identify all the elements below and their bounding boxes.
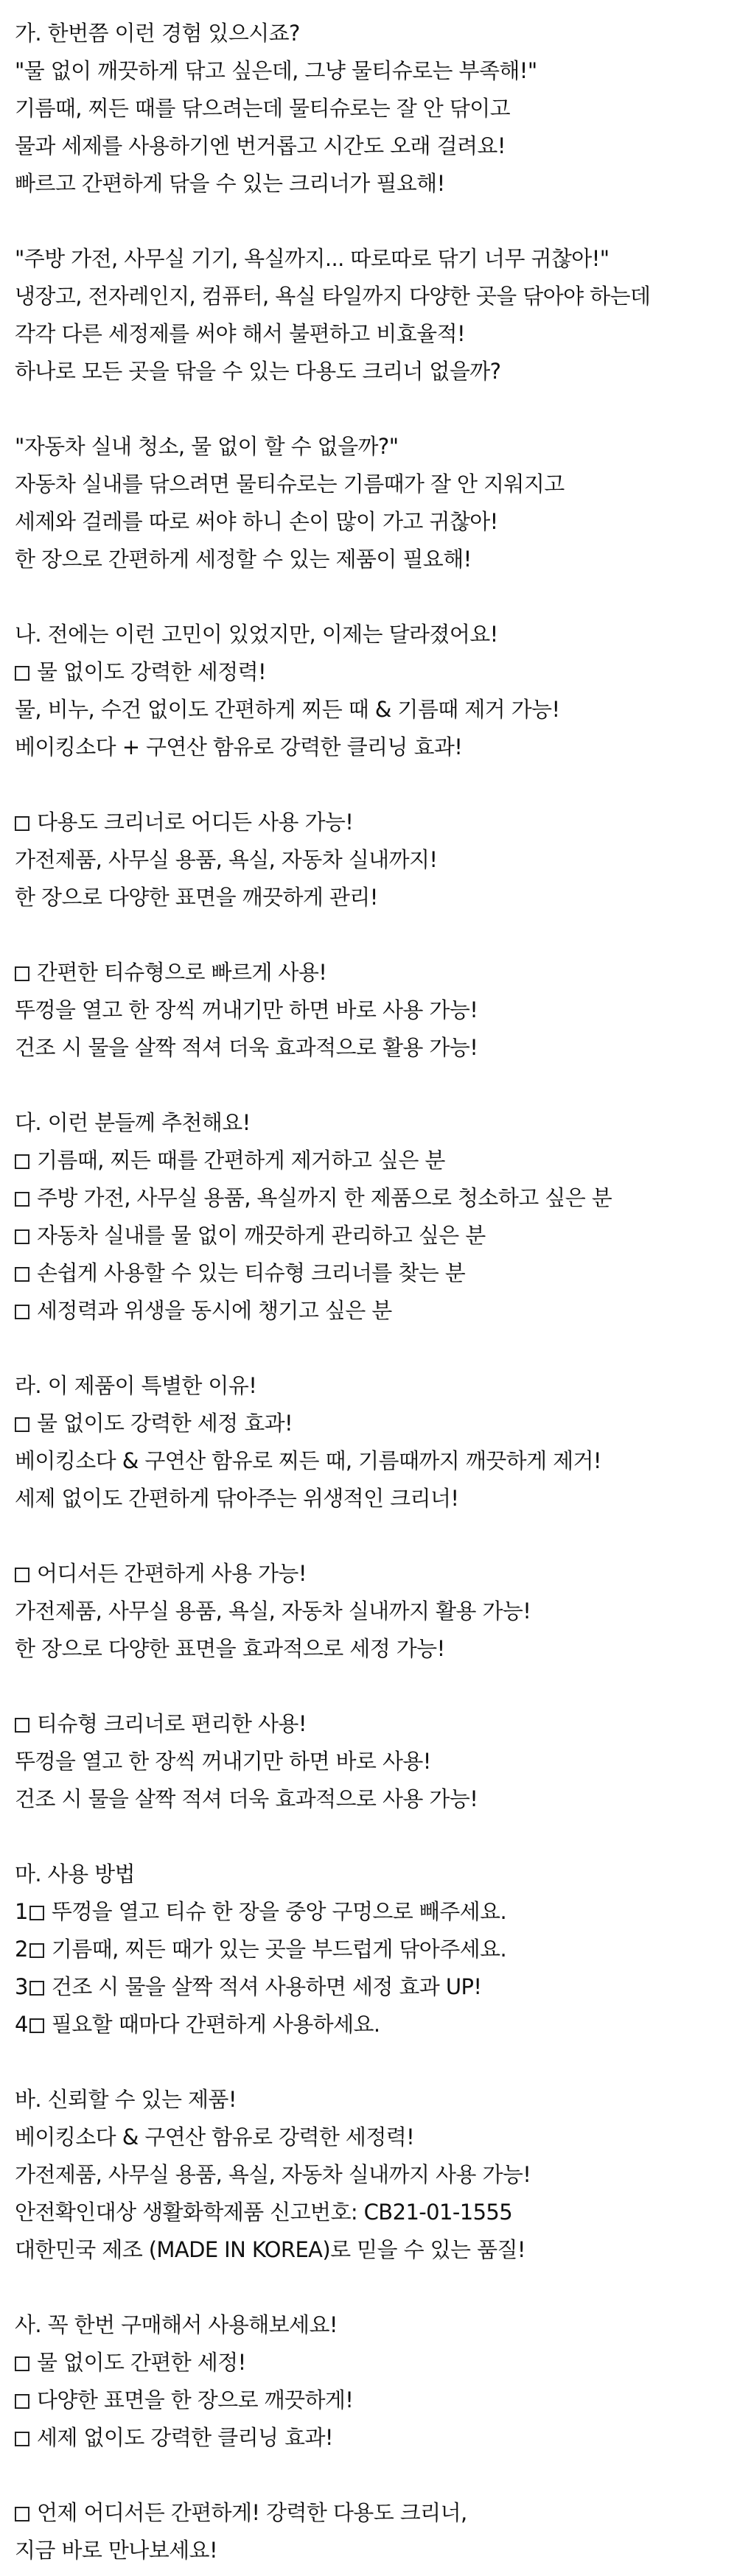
line-text: 다. 이런 분들께 추천해요! <box>15 1110 251 1135</box>
section-gap <box>15 2457 737 2494</box>
line-text: "자동차 실내 청소, 물 없이 할 수 없을까?" <box>15 434 399 459</box>
line-text: 베이킹소다 & 구연산 함유로 찌든 때, 기름때까지 깨끗하게 제거! <box>15 1448 601 1473</box>
text-line <box>15 2231 737 2269</box>
text-line <box>15 992 737 1029</box>
line-text: 사. 꼭 한번 구매해서 사용해보세요! <box>15 2312 338 2337</box>
text-line <box>15 2006 737 2043</box>
text-line <box>15 1593 737 1630</box>
line-text: 세제와 걸레를 따로 써야 하니 손이 많이 가고 귀찮아! <box>15 509 498 534</box>
text-line <box>15 2119 737 2156</box>
line-text: 가. 한번쯤 이런 경험 있으시죠? <box>15 21 300 46</box>
section-gap <box>15 766 737 804</box>
text-section <box>15 2494 737 2569</box>
text-line <box>15 653 737 691</box>
section-gap <box>15 578 737 616</box>
checkbox-icon <box>15 2432 29 2446</box>
text-line <box>15 1104 737 1142</box>
checkbox-icon <box>15 1568 29 1582</box>
text-line <box>15 1254 737 1292</box>
text-line <box>15 278 737 315</box>
text-line <box>15 541 737 578</box>
text-line <box>15 691 737 729</box>
text-line <box>15 127 737 165</box>
line-text: 간편한 티슈형으로 빠르게 사용! <box>37 960 327 985</box>
checkbox-icon <box>15 1192 29 1207</box>
text-line <box>15 1142 737 1179</box>
section-gap <box>15 916 737 954</box>
checkbox-icon <box>29 1943 44 1958</box>
text-line <box>15 2494 737 2532</box>
checkbox-icon <box>29 1981 44 1996</box>
text-line <box>15 841 737 879</box>
line-text: 건조 시 물을 살짝 적셔 더욱 효과적으로 활용 가능! <box>15 1035 478 1060</box>
line-text: 건조 시 물을 살짝 적셔 더욱 효과적으로 사용 가능! <box>15 1786 478 1811</box>
text-section <box>15 1555 737 1668</box>
text-section <box>15 240 737 390</box>
text-line <box>15 52 737 90</box>
line-text: 뚜껑을 열고 티슈 한 장을 중앙 구멍으로 빼주세요. <box>51 1899 507 1924</box>
checkbox-icon <box>15 1305 29 1319</box>
line-text: 물과 세제를 사용하기엔 번거롭고 시간도 오래 걸려요! <box>15 133 506 158</box>
line-text: 손쉽게 사용할 수 있는 티슈형 크리너를 찾는 분 <box>37 1260 466 1285</box>
checkbox-icon <box>15 966 29 981</box>
step-number: 4 <box>15 2012 28 2037</box>
line-text: 안전확인대상 생활화학제품 신고번호: CB21-01-1555 <box>15 2200 513 2225</box>
text-line <box>15 90 737 127</box>
checkbox-icon <box>15 666 29 681</box>
line-text: 물 없이도 강력한 세정력! <box>37 659 267 684</box>
line-text: 자동차 실내를 물 없이 깨끗하게 관리하고 싶은 분 <box>37 1223 486 1248</box>
text-section <box>15 616 737 766</box>
step-number: 3 <box>15 1974 28 1999</box>
line-text: 각각 다른 세정제를 써야 해서 불편하고 비효율적! <box>15 321 466 346</box>
step-number: 1 <box>15 1899 28 1924</box>
checkbox-icon <box>15 816 29 831</box>
text-line <box>15 2344 737 2382</box>
line-text: 한 장으로 다양한 표면을 효과적으로 세정 가능! <box>15 1636 445 1661</box>
text-section <box>15 1705 737 1818</box>
text-section <box>15 2081 737 2269</box>
text-line <box>15 616 737 653</box>
text-line <box>15 1367 737 1405</box>
line-text: 세제 없이도 강력한 클리닝 효과! <box>37 2425 333 2450</box>
line-text: 건조 시 물을 살짝 적셔 사용하면 세정 효과 UP! <box>51 1974 482 1999</box>
text-line <box>15 1630 737 1668</box>
text-line <box>15 428 737 466</box>
line-text: 가전제품, 사무실 용품, 욕실, 자동차 실내까지 사용 가능! <box>15 2162 531 2187</box>
text-line <box>15 240 737 278</box>
text-line <box>15 1968 737 2006</box>
text-section <box>15 428 737 578</box>
text-line <box>15 2532 737 2569</box>
text-line <box>15 879 737 916</box>
section-gap <box>15 2269 737 2306</box>
line-text: 기름때, 찌든 때를 닦으려는데 물티슈로는 잘 안 닦이고 <box>15 96 511 121</box>
line-text: 세제 없이도 간편하게 닦아주는 위생적인 크리너! <box>15 1486 459 1511</box>
line-text: 뚜껑을 열고 한 장씩 꺼내기만 하면 바로 사용 가능! <box>15 997 478 1022</box>
text-line <box>15 165 737 203</box>
line-text: 필요할 때마다 간편하게 사용하세요. <box>51 2012 380 2037</box>
line-text: 베이킹소다 & 구연산 함유로 강력한 세정력! <box>15 2124 415 2149</box>
line-text: 마. 사용 방법 <box>15 1861 135 1887</box>
text-section <box>15 15 737 203</box>
text-line <box>15 1893 737 1931</box>
line-text: 어디서든 간편하게 사용 가능! <box>37 1561 307 1586</box>
line-text: 세정력과 위생을 동시에 챙기고 싶은 분 <box>37 1298 392 1323</box>
line-text: 다용도 크리너로 어디든 사용 가능! <box>37 810 354 835</box>
text-line <box>15 1856 737 1893</box>
line-text: 빠르고 간편하게 닦을 수 있는 크리너가 필요해! <box>15 171 445 196</box>
checkbox-icon <box>15 2356 29 2371</box>
text-section <box>15 954 737 1067</box>
text-line <box>15 1292 737 1330</box>
text-section <box>15 1104 737 1330</box>
line-text: 물 없이도 간편한 세정! <box>37 2350 246 2375</box>
line-text: 물 없이도 강력한 세정 효과! <box>37 1411 293 1436</box>
text-line <box>15 2156 737 2194</box>
line-text: 주방 가전, 사무실 용품, 욕실까지 한 제품으로 청소하고 싶은 분 <box>37 1185 612 1210</box>
line-text: "물 없이 깨끗하게 닦고 싶은데, 그냥 물티슈로는 부족해!" <box>15 58 537 83</box>
text-line <box>15 503 737 541</box>
line-text: "주방 가전, 사무실 기기, 욕실까지... 따로따로 닦기 너무 귀찮아!" <box>15 246 609 271</box>
text-line <box>15 1029 737 1067</box>
line-text: 기름때, 찌든 때가 있는 곳을 부드럽게 닦아주세요. <box>51 1937 507 1962</box>
text-line <box>15 1442 737 1480</box>
text-line <box>15 804 737 841</box>
checkbox-icon <box>15 1267 29 1282</box>
line-text: 다양한 표면을 한 장으로 깨끗하게! <box>37 2387 354 2412</box>
checkbox-icon <box>29 1906 44 1920</box>
step-number: 2 <box>15 1937 28 1962</box>
line-text: 가전제품, 사무실 용품, 욕실, 자동차 실내까지! <box>15 847 438 872</box>
line-text: 한 장으로 간편하게 세정할 수 있는 제품이 필요해! <box>15 547 472 572</box>
section-gap <box>15 1517 737 1555</box>
text-line <box>15 315 737 353</box>
line-text: 기름때, 찌든 때를 간편하게 제거하고 싶은 분 <box>37 1148 445 1173</box>
line-text: 지금 바로 만나보세요! <box>15 2538 217 2563</box>
text-line <box>15 466 737 503</box>
text-line <box>15 2081 737 2119</box>
text-line <box>15 15 737 52</box>
line-text: 한 장으로 다양한 표면을 깨끗하게 관리! <box>15 885 378 910</box>
text-line <box>15 1480 737 1517</box>
section-gap <box>15 203 737 240</box>
text-line <box>15 1931 737 1968</box>
text-line <box>15 2306 737 2344</box>
checkbox-icon <box>15 1229 29 1244</box>
section-gap <box>15 390 737 428</box>
line-text: 라. 이 제품이 특별한 이유! <box>15 1373 257 1398</box>
text-line <box>15 954 737 992</box>
section-gap <box>15 2043 737 2081</box>
checkbox-icon <box>15 2394 29 2409</box>
text-section <box>15 1367 737 1517</box>
checkbox-icon <box>15 2507 29 2521</box>
line-text: 대한민국 제조 (MADE IN KOREA)로 믿을 수 있는 품질! <box>15 2237 525 2262</box>
line-text: 가전제품, 사무실 용품, 욕실, 자동차 실내까지 활용 가능! <box>15 1598 531 1624</box>
text-section <box>15 2306 737 2457</box>
line-text: 하나로 모든 곳을 닦을 수 있는 다용도 크리너 없을까? <box>15 359 501 384</box>
text-section <box>15 1856 737 2043</box>
checkbox-icon <box>29 2018 44 2033</box>
line-text: 물, 비누, 수건 없이도 간편하게 찌든 때 & 기름때 제거 가능! <box>15 697 560 722</box>
line-text: 티슈형 크리너로 편리한 사용! <box>37 1711 307 1736</box>
section-gap <box>15 1668 737 1705</box>
text-line <box>15 353 737 390</box>
checkbox-icon <box>15 1417 29 1432</box>
text-line <box>15 1743 737 1780</box>
text-line <box>15 2194 737 2231</box>
text-line <box>15 1405 737 1442</box>
line-text: 베이킹소다 + 구연산 함유로 강력한 클리닝 효과! <box>15 734 463 759</box>
line-text: 바. 신뢰할 수 있는 제품! <box>15 2087 237 2112</box>
line-text: 나. 전에는 이런 고민이 있었지만, 이제는 달라졌어요! <box>15 622 498 647</box>
text-line <box>15 1179 737 1217</box>
line-text: 언제 어디서든 간편하게! 강력한 다용도 크리너, <box>37 2500 467 2525</box>
text-section <box>15 804 737 916</box>
text-line <box>15 1555 737 1593</box>
section-gap <box>15 1818 737 1856</box>
text-line <box>15 729 737 766</box>
line-text: 뚜껑을 열고 한 장씩 꺼내기만 하면 바로 사용! <box>15 1749 431 1774</box>
text-line <box>15 2419 737 2457</box>
section-gap <box>15 1330 737 1367</box>
text-line <box>15 1705 737 1743</box>
section-gap <box>15 1067 737 1104</box>
text-line <box>15 2382 737 2419</box>
checkbox-icon <box>15 1718 29 1733</box>
text-line <box>15 1780 737 1818</box>
checkbox-icon <box>15 1154 29 1169</box>
line-text: 자동차 실내를 닦으려면 물티슈로는 기름때가 잘 안 지워지고 <box>15 471 565 496</box>
text-line <box>15 1217 737 1254</box>
line-text: 냉장고, 전자레인지, 컴퓨터, 욕실 타일까지 다양한 곳을 닦아야 하는데 <box>15 284 651 309</box>
